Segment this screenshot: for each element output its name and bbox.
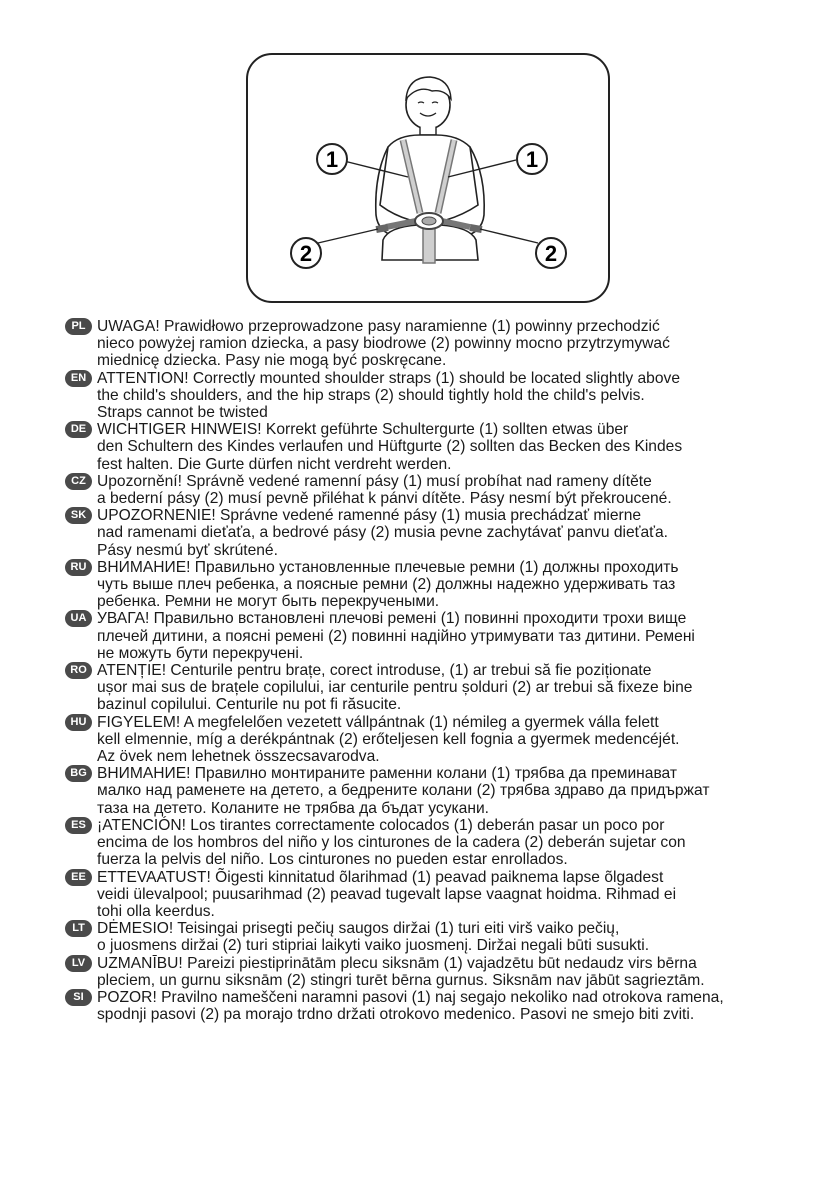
warning-text-line: den Schultern des Kindes verlaufen und Hüftgurte (2) sollten das Becken des Kindes [97, 438, 683, 456]
warning-entry-bg [65, 765, 825, 817]
warning-text-line: DĖMESIO! Teisingai prisegti pečių saugos diržai (1) turi eiti virš vaiko pečių, [97, 920, 620, 938]
warning-text-line: ¡ATENCIÓN! Los tirantes correctamente colocados (1) deberán pasar un poco por [97, 816, 665, 834]
callout-label: 2 [299, 241, 313, 266]
warning-entry-lt [65, 920, 825, 954]
warning-text-line: veidi ülevalpool; puusarihmad (2) peavad tugevalt lapse vaagnat hoidma. Rihmad ei [97, 885, 677, 903]
warning-text-line: таза на детето. Коланите не трябва да бъдат усукани. [97, 799, 490, 817]
language-badge: SI [65, 989, 92, 1006]
warning-text-line: ATTENTION! Correctly mounted shoulder straps (1) should be located slightly above [97, 369, 680, 387]
language-badge: CZ [65, 473, 92, 490]
warning-text-line: ребенка. Ремни не могут быть перекручеными. [97, 593, 440, 611]
child-illustration [248, 55, 612, 305]
warning-entry-ro [65, 662, 825, 714]
language-badge: DE [65, 421, 92, 438]
warning-text-line: ETTEVAATUST! Õigesti kinnitatud õlarihmad (1) peavad paiknema lapse õlgadest [97, 868, 664, 886]
callout-label: 1 [525, 147, 539, 172]
warning-text-line: tohi olla keerdus. [97, 902, 215, 920]
warning-entry-ua [65, 610, 825, 662]
language-badge: EN [65, 370, 92, 387]
warning-text-line: a bederní pásy (2) musí pevně přiléhat k pánvi dítěte. Pásy nesmí být překroucené. [97, 490, 672, 508]
warning-text-line: малко над раменете на детето, а бедрените колани (2) трябва здраво да придържат [97, 782, 710, 800]
callout-label: 1 [325, 147, 339, 172]
warning-entry-sk [65, 507, 825, 559]
language-badge: HU [65, 714, 92, 731]
warning-text-line: Pásy nesmú byť skrútené. [97, 541, 278, 559]
warning-entry-pl [65, 318, 825, 370]
language-badge: UA [65, 610, 92, 627]
language-badge: LT [65, 920, 92, 937]
warning-text-line: Upozornění! Správně vedené ramenní pásy (1) musí probíhat nad rameny dítěte [97, 472, 652, 490]
warning-text-line: УВАГА! Правильно встановлені плечові ремені (1) повинні проходити трохи вище [97, 610, 687, 628]
warning-text-line: ușor mai sus de brațele copilului, iar centurile pentru șolduri (2) ar trebui să fixeze bine [97, 679, 693, 697]
warning-entry-de [65, 421, 825, 473]
warning-text-line: bazinul copilului. Centurile nu pot fi răsucite. [97, 696, 402, 714]
warning-entry-cz [65, 473, 825, 507]
warning-text-line: WICHTIGER HINWEIS! Korrekt geführte Schultergurte (1) sollten etwas über [97, 421, 629, 439]
language-badge: RO [65, 662, 92, 679]
warning-text-line: nad ramenami dieťaťa, a bedrové pásy (2) musia pevne zachytávať panvu dieťaťa. [97, 524, 669, 542]
language-badge: PL [65, 318, 92, 335]
warning-text-line: чуть выше плеч ребенка, а поясные ремни (2) должны надежно удерживать таз [97, 576, 676, 594]
warning-text-line: FIGYELEM! A megfelelően vezetett vállpántnak (1) némileg a gyermek válla felett [97, 713, 659, 731]
warning-text-line: fest halten. Die Gurte dürfen nicht verdreht werden. [97, 455, 452, 473]
warning-text-line: o juosmens diržai (2) turi stipriai laikyti vaiko juosmenį. Diržai negali būti susukti. [97, 937, 650, 955]
warning-text-line: UPOZORNENIE! Správne vedené ramenné pásy (1) musia prechádzať mierne [97, 507, 642, 525]
warning-entry-ee [65, 869, 825, 921]
warning-text-line: POZOR! Pravilno nameščeni naramni pasovi (1) naj segajo nekoliko nad otrokova ramena, [97, 988, 724, 1006]
warning-text-line: ВНИМАНИЕ! Правильно установленные плечевые ремни (1) должны проходить [97, 558, 679, 576]
language-badge: BG [65, 765, 92, 782]
warning-text-line: не можуть бути перекручені. [97, 644, 304, 662]
language-badge: SK [65, 507, 92, 524]
language-badge: ES [65, 817, 92, 834]
warning-text-line: nieco powyżej ramion dziecka, a pasy biodrowe (2) powinny mocno przytrzymywać [97, 335, 670, 353]
language-badge: EE [65, 869, 92, 886]
child-harness-figure [246, 53, 610, 303]
warning-text-line: spodnji pasovi (2) pa morajo trdno držati otrokovo medenico. Pasovi ne smejo biti zviti. [97, 1006, 695, 1024]
warning-text-line: fuerza la pelvis del niño. Los cinturones no pueden estar enrollados. [97, 851, 568, 869]
warning-entry-hu [65, 714, 825, 766]
warning-entry-en [65, 370, 825, 422]
warning-entry-lv [65, 955, 825, 989]
language-badge: LV [65, 955, 92, 972]
warning-entry-si [65, 989, 825, 1023]
warning-text-line: ВНИМАНИЕ! Правилно монтираните раменни колани (1) трябва да преминават [97, 765, 678, 783]
warning-text-line: Az övek nem lehetnek összecsavarodva. [97, 748, 380, 766]
warning-text-line: UZMANĪBU! Pareizi piestiprinātām plecu siksnām (1) vajadzētu būt nedaudz virs bērna [97, 954, 697, 972]
warning-list [65, 318, 825, 1023]
warning-text-line: kell elmennie, míg a derékpántnak (2) erőteljesen kell fognia a gyermek medencéjét. [97, 730, 680, 748]
warning-text-line: плечей дитини, а поясні ремені (2) повинні надійно утримувати таз дитини. Ремені [97, 627, 695, 645]
callout-label: 2 [544, 241, 558, 266]
warning-text-line: Straps cannot be twisted [97, 404, 268, 422]
warning-entry-es [65, 817, 825, 869]
warning-text-line: miednicę dziecka. Pasy nie mogą być poskręcane. [97, 352, 447, 370]
warning-text-line: the child's shoulders, and the hip straps (2) should tightly hold the child's pelvis. [97, 386, 645, 404]
warning-entry-ru [65, 559, 825, 611]
warning-text-line: ATENȚIE! Centurile pentru brațe, corect introduse, (1) ar trebui să fie poziționate [97, 662, 652, 680]
warning-text-line: pleciem, un gurnu siksnām (2) stingri turēt bērna gurnus. Siksnām nav jābūt sagrieztām. [97, 971, 705, 989]
warning-text-line: UWAGA! Prawidłowo przeprowadzone pasy naramienne (1) powinny przechodzić [97, 318, 660, 335]
language-badge: RU [65, 559, 92, 576]
warning-text-line: encima de los hombros del niño y los cinturones de la cadera (2) deberán sujetar con [97, 834, 686, 852]
